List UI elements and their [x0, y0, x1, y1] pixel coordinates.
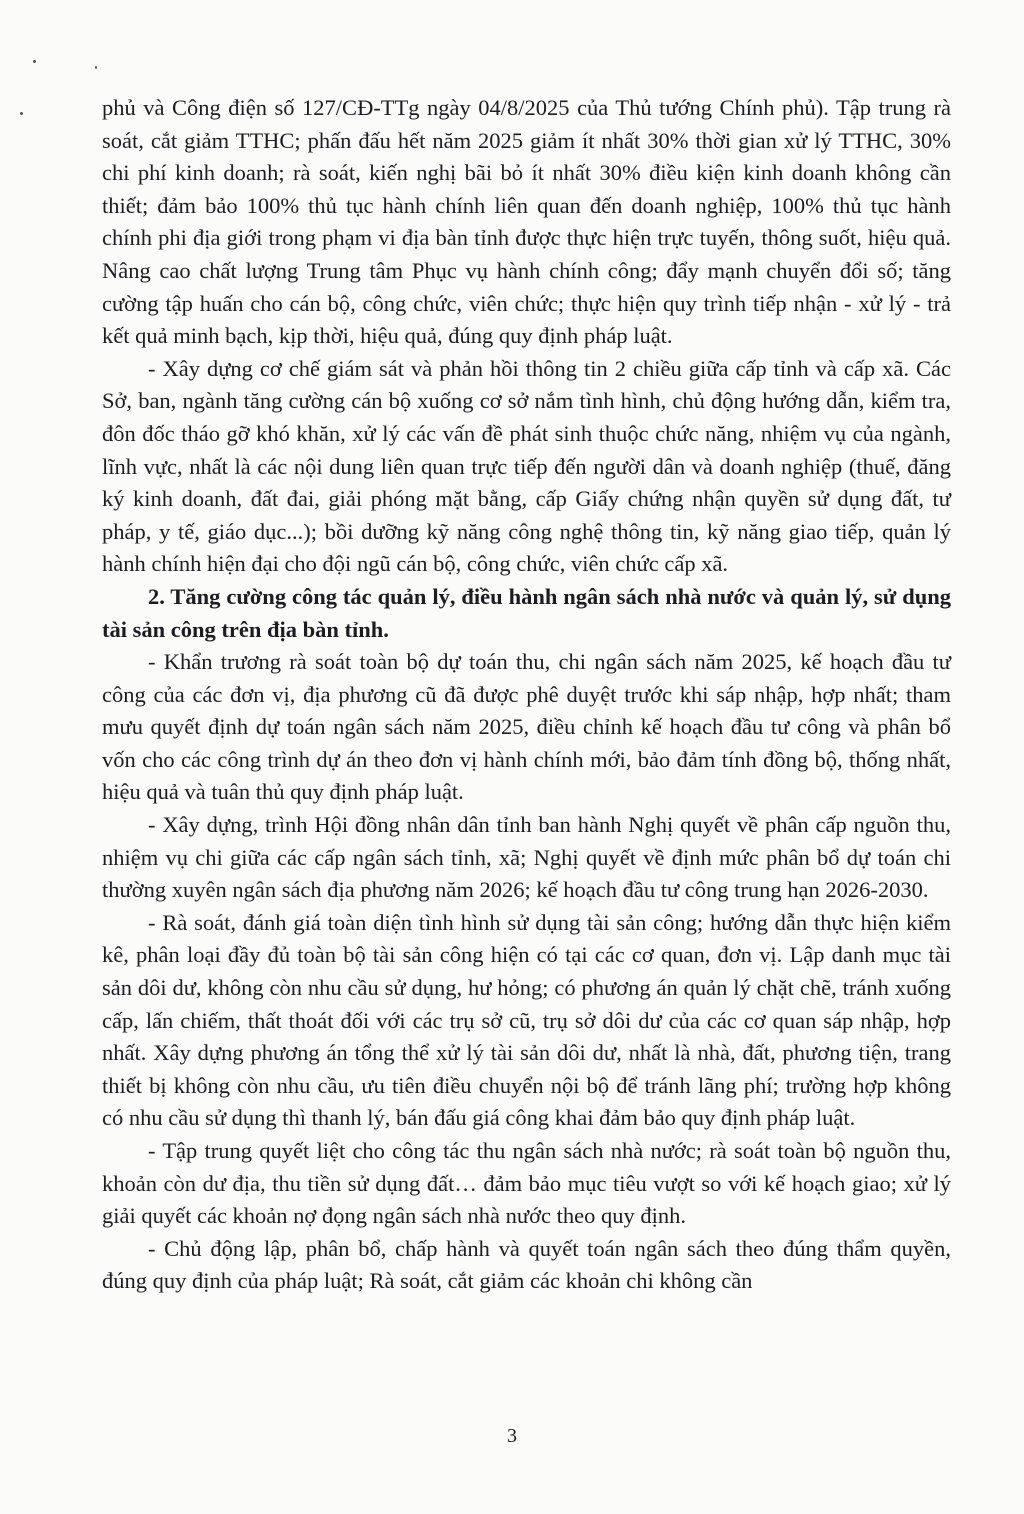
paragraph: - Tập trung quyết liệt cho công tác thu ngân sách nhà nước; rà soát toàn bộ nguồn thu, khoản còn dư địa, thu tiền sử dụng đất… đảm bảo mục tiêu vượt so với kế hoạch giao; xử lý giải quyết các khoản nợ đọng ngân sách nhà nước theo quy định. — [102, 1138, 951, 1229]
scan-speck — [95, 66, 97, 69]
paragraph: - Xây dựng, trình Hội đồng nhân dân tỉnh ban hành Nghị quyết về phân cấp nguồn thu, nhiệm vụ chi giữa các cấp ngân sách tỉnh, xã; Nghị quyết về định mức phân bổ dự toán chi thường xuyên ngân sách địa phương năm 2026; kế hoạch đầu tư công trung hạn 2026-2030. — [102, 812, 951, 903]
paragraph: - Rà soát, đánh giá toàn diện tình hình sử dụng tài sản công; hướng dẫn thực hiện kiểm kê, phân loại đầy đủ toàn bộ tài sản công hiện có tại các cơ quan, đơn vị. Lập danh mục tài sản dôi dư, không còn nhu cầu sử dụng, hư hỏng; có phương án quản lý chặt chẽ, tránh xuống cấp, lấn chiếm, thất thoát đối với các trụ sở cũ, trụ sở dôi dư của các cơ quan sáp nhập, hợp nhất. Xây dựng phương án tổng thể xử lý tài sản dôi dư, nhất là nhà, đất, phương tiện, trang thiết bị không còn nhu cầu, ưu tiên điều chuyển nội bộ để tránh lãng phí; trường hợp không có nhu cầu sử dụng thì thanh lý, bán đấu giá công khai đảm bảo quy định pháp luật. — [102, 909, 951, 1131]
scan-speck — [20, 112, 23, 115]
paragraph: - Xây dựng cơ chế giám sát và phản hồi thông tin 2 chiều giữa cấp tỉnh và cấp xã. Các Sở, ban, ngành tăng cường cán bộ xuống cơ sở nắm tình hình, chủ động hướng dẫn, kiểm tra, đôn đốc tháo gỡ khó khăn, xử lý các vấn đề phát sinh thuộc chức năng, nhiệm vụ của ngành, lĩnh vực, nhất là các nội dung liên quan trực tiếp đến người dân và doanh nghiệp (thuế, đăng ký kinh doanh, đất đai, giải phóng mặt bằng, cấp Giấy chứng nhận quyền sử dụng đất, tư pháp, y tế, giáo dục...); bồi dưỡng kỹ năng công nghệ thông tin, kỹ năng giao tiếp, quản lý hành chính hiện đại cho đội ngũ cán bộ, công chức, viên chức cấp xã. — [102, 355, 951, 577]
page-number: 3 — [507, 1425, 517, 1447]
paragraph: - Chủ động lập, phân bổ, chấp hành và quyết toán ngân sách theo đúng thẩm quyền, đúng quy định của pháp luật; Rà soát, cắt giảm các khoản chi không cần — [102, 1235, 951, 1294]
section-heading: 2. Tăng cường công tác quản lý, điều hành ngân sách nhà nước và quản lý, sử dụng tài sản công trên địa bàn tỉnh. — [102, 583, 951, 642]
document-body — [102, 92, 951, 1298]
paragraph: phủ và Công điện số 127/CĐ-TTg ngày 04/8/2025 của Thủ tướng Chính phủ). Tập trung rà soát, cắt giảm TTHC; phấn đấu hết năm 2025 giảm ít nhất 30% thời gian xử lý TTHC, 30% chi phí kinh doanh; rà soát, kiến nghị bãi bỏ ít nhất 30% điều kiện kinh doanh không cần thiết; đảm bảo 100% thủ tục hành chính liên quan đến doanh nghiệp, 100% thủ tục hành chính phi địa giới trong phạm vi địa bàn tỉnh được thực hiện trực tuyến, thông suốt, hiệu quả. Nâng cao chất lượng Trung tâm Phục vụ hành chính công; đẩy mạnh chuyển đổi số; tăng cường tập huấn cho cán bộ, công chức, viên chức; thực hiện quy trình tiếp nhận - xử lý - trả kết quả minh bạch, kịp thời, hiệu quả, đúng quy định pháp luật. — [102, 95, 951, 349]
paragraph: - Khẩn trương rà soát toàn bộ dự toán thu, chi ngân sách năm 2025, kế hoạch đầu tư công của các đơn vị, địa phương cũ đã được phê duyệt trước khi sáp nhập, hợp nhất; tham mưu quyết định dự toán ngân sách năm 2025, điều chỉnh kế hoạch đầu tư công và phân bổ vốn cho các công trình dự án theo đơn vị hành chính mới, bảo đảm tính đồng bộ, thống nhất, hiệu quả và tuân thủ quy định pháp luật. — [102, 649, 951, 805]
scan-speck — [33, 60, 36, 63]
